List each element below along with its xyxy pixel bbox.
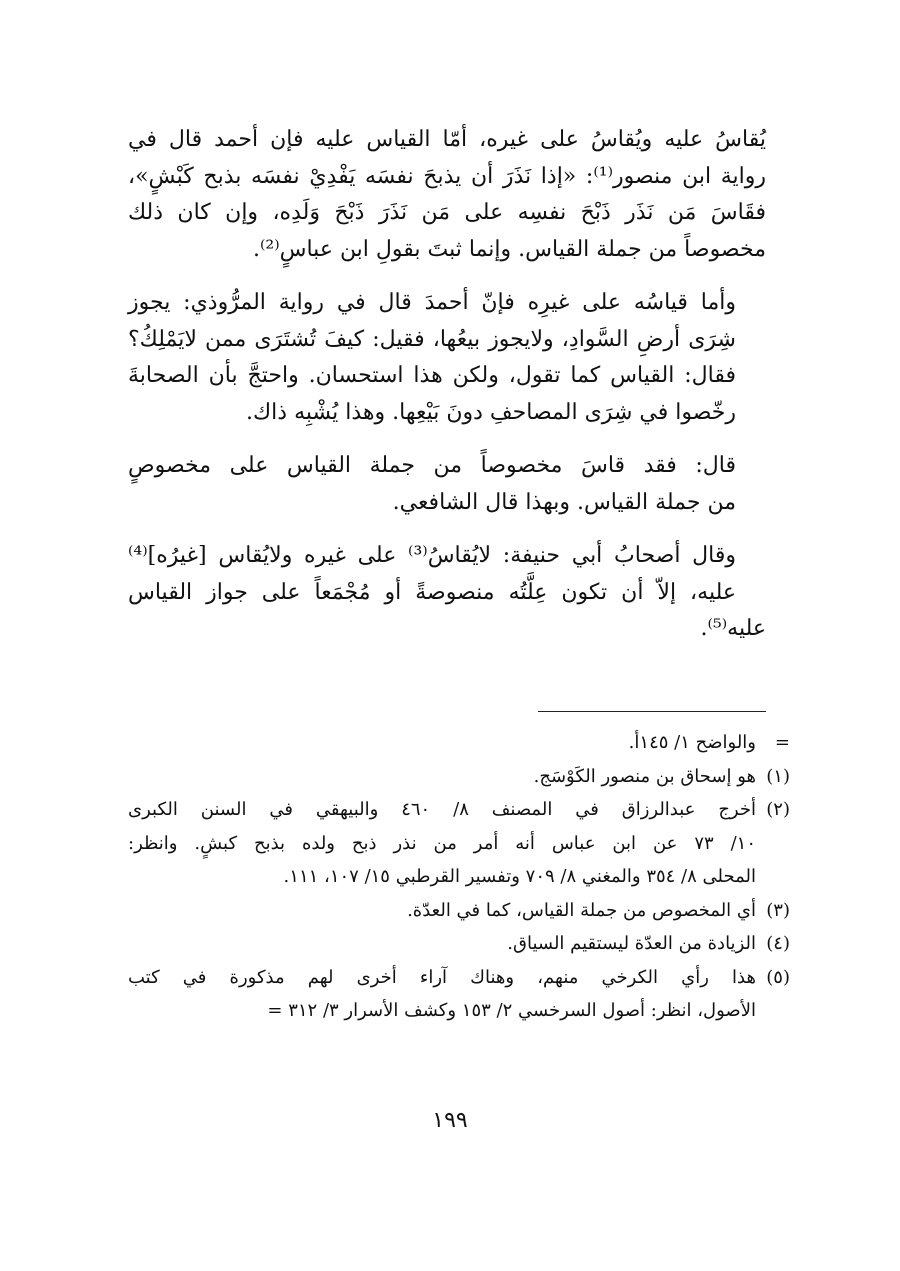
main-text [128, 122, 766, 648]
footnotes [128, 726, 790, 1028]
footnote-line: والواضح ١/ ١٤٥أ. [628, 732, 756, 753]
text-line: وأما قياسُه على غيرِه فإنّ أحمدَ قال في رواية المرُّوذي: يجوز [128, 290, 736, 315]
footnote [128, 927, 790, 961]
text-line: عليه، إلاّ أن تكون عِلَّتُه منصوصةً أو مُجْمَعاً على جواز القياس عليه⁽⁵⁾. [128, 579, 766, 641]
footnote-line: ١٠/ ٧٣ عن ابن عباس أنه أمر من نذر ذبح ولده بذبح كبشٍ. وانظر: [128, 832, 756, 854]
footnote-text [128, 760, 756, 794]
text-line: قال: فقد قاسَ مخصوصاً من جملة القياس على مخصوصٍ [128, 453, 736, 478]
footnote [128, 793, 790, 894]
paragraph [128, 285, 766, 431]
footnote-line: أي المخصوص من جملة القياس، كما في العدّة. [407, 899, 756, 921]
footnote-line: هذا رأي الكرخي منهم، وهناك آراء أخرى لهم مذكورة في كتب [128, 966, 756, 988]
footnote-line: الزيادة من العدّة ليستقيم السياق. [507, 933, 756, 954]
footnote-line: الأصول، انظر: أصول السرخسي ٢/ ١٥٣ وكشف الأسرار ٣/ ٣١٢ = [267, 1000, 756, 1021]
paragraph [128, 538, 766, 648]
footnote-line: أخرج عبدالرزاق في المصنف ٨/ ٤٦٠ والبيهقي في السنن الكبرى [128, 799, 756, 820]
footnote-number: (٣) [766, 899, 790, 921]
footnote-text [128, 894, 756, 928]
text-line: وقال أصحابُ أبي حنيفة: لايُقاسُ⁽³⁾ على غيره ولايُقاس [غيرُه]⁽⁴⁾ [128, 543, 736, 568]
footnote-number: (٥) [766, 966, 790, 988]
text-line: من جملة القياس. وبهذا قال الشافعي. [392, 489, 736, 515]
footnote [128, 894, 790, 928]
text-line: فقال: القياس كما تقول، ولكن هذا استحسان. واحتجَّ بأن الصحابةَ [128, 363, 736, 388]
text-line: فقَاسَ مَن نَذَر ذَبْحَ نفسِه على مَن نَذَرَ ذَبْحَ وَلَدِه، وإن كان ذلك [128, 200, 766, 225]
footnote-divider [538, 711, 766, 712]
footnote [128, 961, 790, 1028]
footnote-text [128, 726, 756, 760]
paragraph [128, 122, 766, 268]
text-line: رخّصوا في شِرَى المصاحفِ دونَ بَيْعِها. وهذا يُشْبِه ذاك. [246, 399, 736, 425]
footnote-text [128, 961, 756, 1028]
footnote-number: (١) [766, 765, 790, 787]
paragraph [128, 448, 766, 521]
footnote-line: هو إسحاق بن منصور الكَوْسَج. [533, 765, 756, 787]
footnote-text [128, 793, 756, 894]
footnote-text [128, 927, 756, 961]
footnote-number: = [774, 732, 790, 753]
footnote [128, 726, 790, 760]
text-line: مخصوصاً من جملة القياس. وإنما ثبتَ بقولِ ابن عباسٍ⁽²⁾. [252, 236, 766, 262]
text-line: رواية ابن منصور⁽¹⁾: «إذا نَذَرَ أن يذبحَ نفسَه يَفْدِيْ نفسَه بذبح كَبْشٍ»، [128, 163, 767, 189]
text-line: يُقاسُ عليه ويُقاسُ على غيره، أمّا القياس عليه فإن أحمد قال في [128, 127, 766, 152]
footnote-line: المحلى ٨/ ٣٥٤ والمغني ٨/ ٧٠٩ وتفسير القرطبي ١٥/ ١٠٧، ١١١. [283, 866, 756, 887]
footnote-number: (٢) [766, 799, 790, 820]
footnote-number: (٤) [766, 933, 790, 954]
text-line: شِرَى أرضِ السَّوادِ، ولايجوز بيعُها، فقيل: كيفَ تُشتَرَى ممن لايَمْلِكُ؟ [128, 326, 736, 352]
page-number: ١٩٩ [432, 1108, 468, 1133]
footnote [128, 760, 790, 794]
